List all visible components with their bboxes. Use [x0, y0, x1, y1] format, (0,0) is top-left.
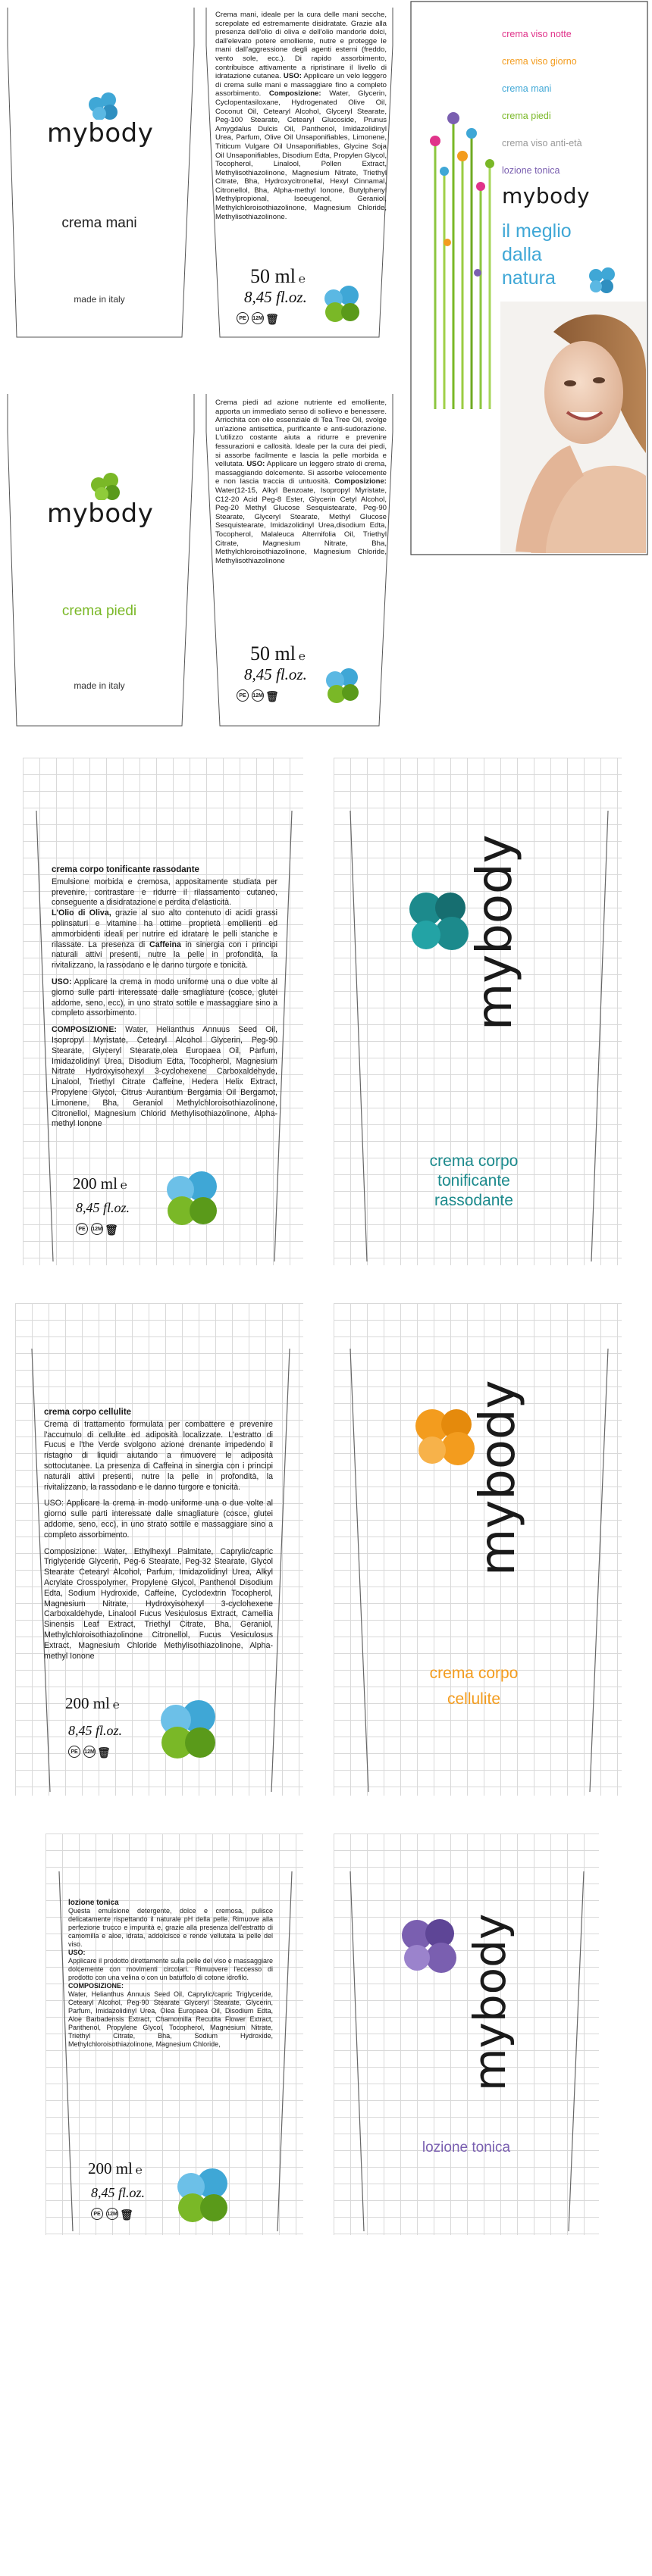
menu-item-anti-eta: crema viso anti-età — [502, 138, 582, 148]
cellulite-front-name-1: crema corpo — [429, 1665, 519, 1682]
rassodante-text — [52, 865, 277, 1136]
mani-volume — [250, 265, 306, 288]
lozione-comp-label: COMPOSIZIONE: — [68, 1982, 124, 1990]
mani-floz: 8,45 fl.oz. — [244, 288, 307, 306]
estimated-sign: ℮ — [120, 1180, 127, 1192]
piedi-floz: 8,45 fl.oz. — [244, 665, 307, 683]
clover-teal-icon — [400, 886, 476, 959]
piedi-comp-label: Composizione: — [334, 477, 387, 486]
menu-item-piedi: crema piedi — [502, 111, 551, 121]
cellulite-title: crema corpo cellulite — [44, 1408, 132, 1417]
mani-ingredients-block — [215, 11, 387, 221]
cellulite-front-name-2: cellulite — [447, 1690, 501, 1708]
ad-tagline-3: natura — [502, 267, 556, 289]
mani-description: Crema mani, ideale per la cura delle mani secche, screpolate ed estremamente disidratate. Grazie alla presenza dell'olio di oliva e dell'olio mandorle dolci, dall'elevato potere emolliente, nutre e protegge le mani dall'aggressione degli agenti esterni (freddo, vento sole, ecc.). Di rapido assorbimento, contribuisce attivamente a ripristinare il livello di idratazione cutanea. — [215, 11, 387, 81]
mani-front-outline — [8, 8, 194, 337]
ad-product-menu — [502, 29, 582, 192]
lozione-text — [68, 1899, 273, 2049]
menu-item-viso-notte: crema viso notte — [502, 29, 572, 39]
piedi-product-name: crema piedi — [61, 603, 137, 619]
piedi-ingredients-block — [215, 399, 387, 565]
mani-uso: Applicare un velo leggero di crema sulle mani e massaggiare fino a completo assorbimento. — [215, 72, 387, 98]
mani-made-in: made in italy — [74, 294, 125, 305]
piedi-uso: Applicare un leggero strato di crema, massaggiando dolcemente. Si assorbe velocemente e non lascia traccia di untuosità. — [215, 460, 387, 486]
pe-icon: PE — [68, 1746, 80, 1758]
lozione-title: lozione tonica — [68, 1899, 119, 1907]
cellulite-front-name — [364, 1661, 584, 1712]
mani-product-name: crema mani — [61, 215, 137, 231]
rassodante-vertical-brand: mybody — [467, 834, 523, 1030]
clover-green-blue-icon — [318, 664, 368, 708]
lozione-composition: Water, Helianthus Annuus Seed Oil, Caprylic/capric Triglyceride, Cetearyl Alcohol, Peg-90 Stearate Glyceryl Stearate, Glycerin, Parfum, Imidazolidinyl Urea, Olea Europaea Oil, Disodium Edta, Aloe Barbadensis Extract, Chamomilla Recutita Flower Extract, Panthenol, Propylene Glycol, Tocopherol, Magnesium Nitrate, Triethyl Citrate, Bha, Sodium Hydroxide, Methylchloroisothiazolinone, Magnesium Chloride, — [68, 1990, 273, 2048]
clover-green-icon — [83, 470, 129, 500]
mani-uso-label: USO: — [283, 72, 302, 81]
pe-icon: PE — [237, 312, 249, 324]
piedi-composition: Water(12-15, Alkyl Benzoate, Isopropyl Myristate, C12-20 Acid Peg-8 Ester, Glycerin Cetyl Alcohol, Peg-20 Methyl Glucose Sesquistearate, Peg-90 Stearate, Glyceryl Stearate, Methyl Glucose Sesquistearate, Imidazolidinyl Urea,disodium Edta, Tocopherol, Malaleuca Alternifolia Oil, Triethyl Citrate, Magnesium Nitrate, Bha, Methylchloroisothiazolinone, Magnesium Chloride, Methylisothiazolinone — [215, 486, 387, 565]
piedi-uso-label: USO: — [246, 460, 265, 469]
rassodante-symbols — [76, 1223, 117, 1235]
menu-item-viso-giorno: crema viso giorno — [502, 56, 577, 67]
ad-tagline — [502, 220, 572, 290]
cellulite-uso: USO: Applicare la crema in modo uniforme una o due volte al giorno sulle parti interessate dalle smagliature (cosce, glutei addome, seno, ecc), in uno strato sottile e massaggiare sino a completo assorbimento. — [44, 1499, 273, 1540]
menu-item-lozione: lozione tonica — [502, 165, 560, 176]
ad-brand: mybody — [502, 183, 591, 208]
estimated-sign: ℮ — [298, 274, 306, 286]
rassodante-uso: Applicare la crema in modo uniforme una o due volte al giorno sulle parti interessate dalle smagliature (cosce, glutei addome, seno, ecc), in uno strato sottile e massaggiare sino a completo assorbimento. — [52, 977, 278, 1018]
pao-icon: 12M — [252, 312, 264, 324]
lozione-p1: Questa emulsione detergente, dolce e cremosa, pulisce delicatamente rispettando il naturale pH della pelle. Rimuove alla perfezione trucco e impurità e, grazie alla presenza dell'estratto di camomilla e aloe, idrata, addolcisce e rende vellutata la pelle del viso. — [68, 1907, 273, 1948]
lozione-floz: 8,45 fl.oz. — [91, 2185, 146, 2200]
rassodante-composition: Water, Helianthus Annuus Seed Oil, Isopropyl Myristate, Cetearyl Alcohol Glycerin, Peg-90 Stearate, Glyceryl Stearate,olea Europaea Oil, Parfum, Imidazolidinyl Urea, Disodium Edta, Tocopherol, Magnesium Nitrate Hydroxyisohexyl 3-cyclohexene Carboxaldehyde, Linalool, Triethyl Citrate Caffeine, Hedera Helix Extract, Propylene Glycol, Citrus Aurantium Bergamia Oil Bergamot, Limonene, Bha, Geraniol Methylchloroisothiazolinone, Citronellol, Magnesium Chlorid Methylisothiazolinone, Alpha-methyl Ionone — [52, 1025, 277, 1129]
lozione-symbols — [91, 2208, 132, 2220]
estimated-sign: ℮ — [112, 1699, 120, 1712]
lozione-front-name: lozione tonica — [422, 2140, 511, 2156]
smiling-woman-photo — [500, 302, 646, 553]
bin-icon: 🗑 — [120, 2208, 133, 2221]
rassodante-p2-bold: L'Olio di Oliva, — [52, 908, 111, 918]
cellulite-vertical-brand: mybody — [470, 1380, 526, 1576]
mani-logo — [47, 89, 161, 150]
estimated-sign: ℮ — [298, 651, 306, 663]
piedi-volume — [250, 642, 306, 665]
bin-icon: 🗑 — [105, 1223, 118, 1236]
rassodante-p2b: in sinergia con i principi naturali attivi presenti, nutre la pelle in profondità, la rivitalizzano, la rassodano e le danno turgore e tonicità. — [52, 939, 277, 971]
lozione-vertical-brand: mybody — [464, 1913, 516, 2091]
mani-comp-label: Composizione: — [268, 89, 321, 98]
piedi-description: Crema piedi ad azione nutriente ed emolliente, apporta un immediato senso di sollievo e benessere. Arricchita con olio essenziale di Tea Tree Oil, svolge un'azione antisettica, purificante e anti-sudorazione. L'utilizzo costante aiuta a ridurre e prevenire fessurazioni e callosità. Ideale per la cura dei piedi, si assorbe facilmente e lascia la pelle morbida e vellutata. — [215, 399, 387, 469]
cellulite-symbols — [68, 1746, 109, 1758]
cellulite-volume-value: 200 ml — [65, 1694, 110, 1712]
rassodante-volume-value: 200 ml — [73, 1174, 118, 1193]
cellulite-volume — [65, 1694, 120, 1713]
piedi-made-in: made in italy — [74, 680, 125, 691]
lozione-volume — [88, 2159, 143, 2178]
rassodante-front-name-1: crema corpo — [429, 1152, 519, 1170]
mani-symbols — [237, 312, 277, 324]
pao-icon: 12M — [91, 1223, 103, 1235]
lozione-volume-value: 200 ml — [88, 2159, 133, 2177]
rassodante-comp-label: COMPOSIZIONE: — [52, 1025, 117, 1035]
rassodante-p2: grazie al suo alto contenuto di acidi grassi polinsaturi e vitamine ha ottime proprietà emollienti ed ammorbidenti ideali per nutrire ed idratare le pelli stanche e rilassate. La presenza di — [52, 908, 277, 949]
ad-tagline-2: dalla — [502, 244, 542, 265]
cellulite-composition: Composizione: Water, Ethylhexyl Palmitate, Caprylic/capric Triglyceride Glycerin, Peg-6 Stearate, Peg-32 Stearate, Glycol Stearate Cetearyl Alcohol, Parfum, Imidazolidinyl Urea, Alkyl Acrylate Crosspolymer, Propylene Glycol, Panthenol Disodium Edta, Sodium Hydroxide, Caffeine, Cyclodextrin Tocopherol, Magnesium Nitrate, Hydroxyisohexyl 3-cyclohexene Carboxaldehyde, Linalool Fucus Vesiculosus Extract, Camellia Sinensis Leaf Extract, Triethyl Citrate, Bha, Geraniol, Methylchloroisothiazolinone Citronellol, Fucus Vesiculosus Extract, Magnesium Chloride Methylisothiazolinone, Alpha-methyl Ionone — [44, 1546, 273, 1661]
lozione-uso-label: USO: — [68, 1949, 86, 1956]
ad-clover-icon — [584, 264, 622, 295]
bin-icon: 🗑 — [265, 689, 279, 702]
clover-green-blue-icon — [317, 282, 370, 327]
piedi-logo — [47, 470, 168, 530]
rassodante-front-name-3: rassodante — [434, 1192, 513, 1209]
clover-green-blue-icon — [152, 1696, 230, 1768]
menu-item-mani: crema mani — [502, 83, 552, 94]
ad-tagline-1: il meglio — [502, 220, 572, 242]
rassodante-p2-bold2: Caffeina — [149, 939, 181, 949]
rassodante-p1: Emulsione morbida e cremosa, appositamente studiata per prevenire, contrastare e ridurre il rilassamento cutaneo, conseguente a disidratazione e perdita d'elasticità. — [52, 877, 277, 908]
rassodante-front-name — [364, 1152, 584, 1211]
clover-purple-icon — [394, 1914, 464, 1980]
cellulite-p1: Crema di trattamento formulata per combattere e prevenire l'accumulo di cellulite ed adiposità localizzate. L'estratto di Fucus e l'the Verde svolgono azione drenante impedendo il ristagno di liquidi aiutando a rimuovere le adiposità sottocutanee. La presenza di Caffeina in sinergia con i principi naturali attivi presenti, nutre la pelle in profondità, la rivitalizzano, la rassodano e le danno turgore e tonicità. — [44, 1419, 273, 1492]
mani-volume-value: 50 ml — [250, 265, 296, 287]
rassodante-title: crema corpo tonificante rassodante — [52, 865, 199, 874]
pao-icon: 12M — [83, 1746, 96, 1758]
rassodante-floz: 8,45 fl.oz. — [76, 1200, 130, 1215]
rassodante-volume — [73, 1174, 127, 1193]
clover-green-blue-icon — [168, 2164, 241, 2232]
clover-green-blue-icon — [158, 1167, 230, 1235]
brand-logo-text: mybody — [47, 118, 154, 148]
pe-icon: PE — [76, 1223, 88, 1235]
flower-stems-illustration — [425, 91, 500, 409]
pao-icon: 12M — [106, 2208, 118, 2220]
piedi-symbols — [237, 689, 277, 702]
pe-icon: PE — [91, 2208, 103, 2220]
bin-icon: 🗑 — [265, 312, 279, 325]
rassodante-uso-label: USO: — [52, 977, 72, 986]
lozione-uso: Applicare il prodotto direttamente sulla pelle del viso e massaggiare dolcemente con movimenti circolari. Rimuovere l'eccesso di prodotto con una velina o con un batuffolo di cotone idrofilo. — [68, 1957, 273, 1981]
mani-composition: Water, Glycerin, Cyclopentasiloxane, Hydrogenated Olive Oil, Coconut Oil, Cetearyl Alcohol, Glyceryl Stearate, Peg-100 Stearate, Cetearyl Glucoside, Prunus Amygdalus Dulcis Oil, Panthenol, Imidazolidinyl Urea, Parfum, Olive Oil Unsaponifiables, Limonene, Triticum Vulgare Oil Unsaponifiables, Glycine Soja Oil Unsaponifiables, Disodium Edta, Propylen Glycol, Tocopherol, Linalool, Pollen Extract, Methylisothiazolinone, Magnesium Nitrate, Triethyl Citrate, Bha, Hydroxycitronellal, Hexyl Cinnamal, Citronellol, Bha, Alpha-methyl Ionone, Butylphenyl Methylpropional, Isoeugenol, Geraniol, Methylchloroisothiazolinone, Magnesium Chloride, Methylisothiazolinone. — [215, 89, 387, 221]
piedi-front-outline — [8, 394, 194, 726]
brand-logo-text: mybody — [47, 499, 154, 529]
clover-blue-icon — [81, 89, 127, 120]
cellulite-floz: 8,45 fl.oz. — [68, 1723, 123, 1738]
pao-icon: 12M — [252, 689, 264, 702]
rassodante-front-name-2: tonificante — [437, 1172, 510, 1190]
pe-icon: PE — [237, 689, 249, 702]
piedi-volume-value: 50 ml — [250, 642, 296, 664]
estimated-sign: ℮ — [135, 2165, 143, 2177]
cellulite-text — [44, 1408, 273, 1668]
bin-icon: 🗑 — [97, 1746, 111, 1758]
